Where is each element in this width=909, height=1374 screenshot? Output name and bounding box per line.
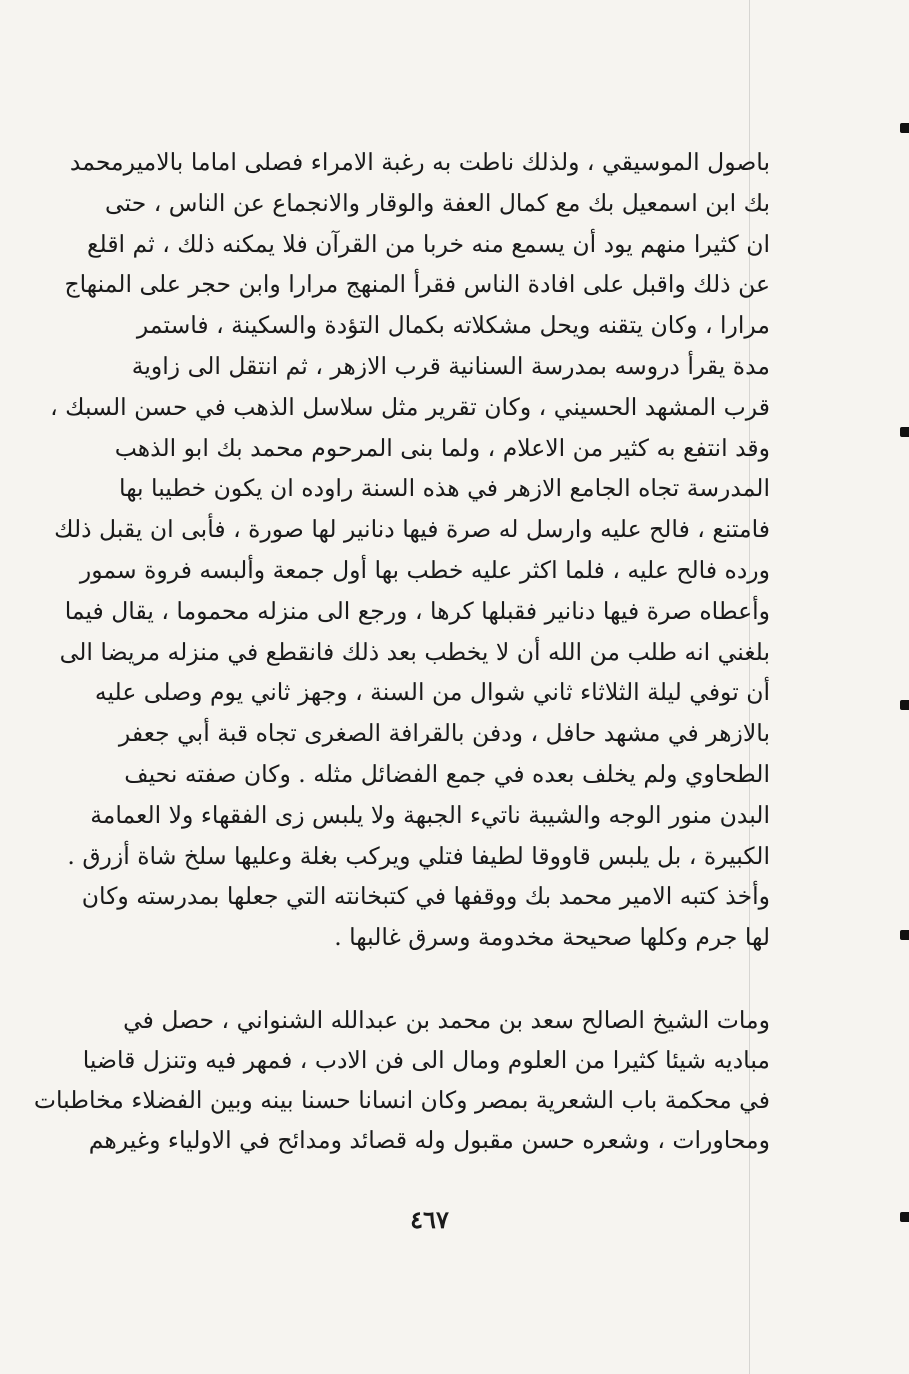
margin-tab-mark — [900, 123, 909, 133]
text-line: ان كثيرا منهم يود أن يسمع منه خربا من القرآن فلا يمكنه ذلك ، ثم اقلع — [87, 229, 770, 258]
text-line: لها جرم وكلها صحيحة مخدومة وسرق غالبها . — [334, 923, 770, 952]
text-line: عن ذلك واقبل على افادة الناس فقرأ المنهج مرارا وابن حجر على المنهاج — [64, 270, 770, 299]
text-line: الكبيرة ، بل يلبس قاووقا لطيفا فتلي ويركب بغلة وعليها سلخ شاة أزرق . — [67, 841, 770, 870]
page-number: ٤٦٧ — [410, 1205, 449, 1234]
text-line: وقد انتفع به كثير من الاعلام ، ولما بنى المرحوم محمد بك ابو الذهب — [114, 433, 770, 462]
text-line: ومات الشيخ الصالح سعد بن محمد بن عبدالله الشنواني ، حصل في — [123, 1006, 770, 1034]
text-line: في محكمة باب الشعرية بمصر وكان انسانا حسنا بينه وبين الفضلاء مخاطبات — [33, 1086, 770, 1114]
text-line: وأعطاه صرة فيها دنانير فقبلها كرها ، ورجع الى منزله محموما ، يقال فيما — [64, 596, 770, 625]
text-line: ورده فالح عليه ، فلما اكثر عليه خطب بها أول جمعة وألبسه فروة سمور — [79, 555, 770, 584]
text-line: مدة يقرأ دروسه بمدرسة السنانية قرب الازهر ، ثم انتقل الى زاوية — [131, 351, 770, 380]
margin-tab-mark — [900, 427, 909, 437]
margin-tab-mark — [900, 700, 909, 710]
text-line: البدن منور الوجه والشيبة ناتيء الجبهة ولا يلبس زى الفقهاء ولا العمامة — [90, 800, 770, 829]
paragraph-1 — [50, 142, 770, 958]
text-line: بك ابن اسمعيل بك مع كمال العفة والوقار والانجماع عن الناس ، حتى — [105, 188, 770, 217]
paragraph-2 — [33, 1000, 770, 1160]
text-line: بلغني انه طلب من الله أن لا يخطب بعد ذلك فانقطع في منزله مريضا الى — [59, 637, 770, 666]
text-line: مباديه شيئا كثيرا من العلوم ومال الى فن الادب ، فمهر فيه وتنزل قاضيا — [82, 1046, 770, 1074]
text-line: المدرسة تجاه الجامع الازهر في هذه السنة راوده ان يكون خطيبا بها — [119, 474, 770, 503]
text-line: ومحاورات ، وشعره حسن مقبول وله قصائد ومدائح في الاولياء وغيرهم — [88, 1126, 770, 1154]
margin-tab-mark — [900, 930, 909, 940]
text-line: وأخذ كتبه الامير محمد بك ووقفها في كتبخانته التي جعلها بمدرسته وكان — [81, 882, 770, 911]
text-line: الطحاوي ولم يخلف بعده في جمع الفضائل مثله . وكان صفته نحيف — [124, 759, 770, 788]
text-line: فامتنع ، فالح عليه وارسل له صرة فيها دنانير لها صورة ، فأبى ان يقبل ذلك — [54, 515, 770, 544]
text-line: أن توفي ليلة الثلاثاء ثاني شوال من السنة ، وجهز ثاني يوم وصلى عليه — [94, 678, 770, 707]
text-line: قرب المشهد الحسيني ، وكان تقرير مثل سلاسل الذهب في حسن السبك ، — [50, 392, 770, 421]
text-line: باصول الموسيقي ، ولذلك ناطت به رغبة الامراء فصلى اماما بالاميرمحمد — [69, 148, 770, 176]
text-line: بالازهر في مشهد حافل ، ودفن بالقرافة الصغرى تجاه قبة أبي جعفر — [118, 719, 770, 748]
text-line: مرارا ، وكان يتقنه ويحل مشكلاته بكمال التؤدة والسكينة ، فاستمر — [136, 311, 770, 340]
